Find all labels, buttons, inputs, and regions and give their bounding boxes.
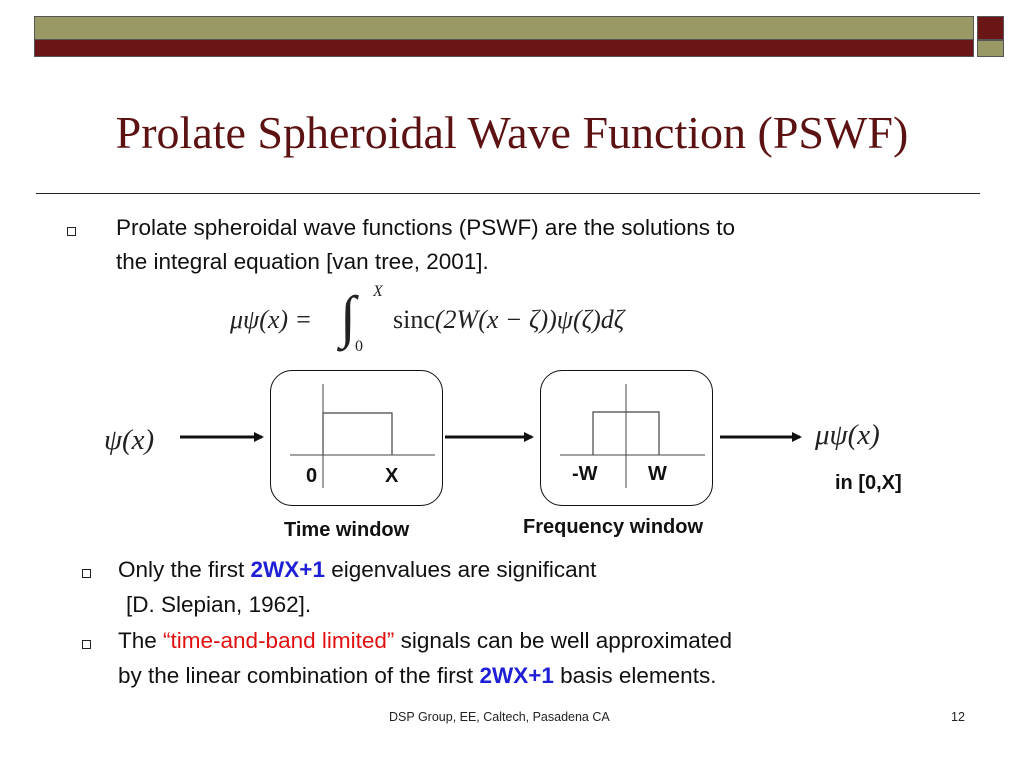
bullet-2-post: eigenvalues are significant bbox=[324, 557, 597, 582]
equation-rhs-args: (2W(x − ζ))ψ(ζ)dζ bbox=[434, 305, 625, 334]
bullet-3-line2-pre: by the linear combination of the first bbox=[118, 663, 480, 688]
time-rect-pulse bbox=[323, 413, 392, 455]
freq-tick-w: W bbox=[648, 463, 667, 485]
input-signal-label: ψ(x) bbox=[104, 424, 155, 456]
output-signal-label: μψ(x) bbox=[815, 419, 880, 451]
range-note: in [0,X] bbox=[835, 472, 902, 494]
integral-sign: ∫ bbox=[340, 284, 356, 349]
slide-title: Prolate Spheroidal Wave Function (PSWF) bbox=[115, 107, 909, 158]
time-window-caption: Time window bbox=[284, 519, 410, 541]
equation-lhs: μψ(x) = bbox=[230, 305, 313, 334]
bullet-3-line2-post: basis elements. bbox=[553, 663, 717, 688]
bullet-2-line-1 bbox=[118, 554, 596, 586]
bullet-3-post: signals can be well approximated bbox=[394, 628, 733, 653]
bullet-marker-3 bbox=[82, 640, 91, 649]
sinc-text: sinc bbox=[393, 305, 435, 334]
frequency-window-plot bbox=[540, 370, 713, 506]
integral-upper-limit: X bbox=[373, 283, 383, 300]
time-tick-x: X bbox=[385, 465, 399, 487]
bullet-3-pre: The bbox=[118, 628, 164, 653]
integral-lower-limit: 0 bbox=[355, 338, 363, 355]
bullet-2-line-2: [D. Slepian, 1962]. bbox=[126, 592, 312, 617]
frequency-window-caption: Frequency window bbox=[523, 516, 704, 538]
bullet-marker-2 bbox=[82, 569, 91, 578]
bullet-3-line2-highlight: 2WX+1 bbox=[479, 663, 554, 688]
footer-text: DSP Group, EE, Caltech, Pasadena CA bbox=[389, 710, 610, 724]
bullet-3-highlight: “time-and-band limited” bbox=[163, 628, 395, 653]
bullet-3-line-2 bbox=[118, 660, 716, 692]
bullet-1-line-2: the integral equation [van tree, 2001]. bbox=[116, 249, 489, 274]
bullet-2-pre: Only the first bbox=[118, 557, 251, 582]
bullet-3-line-1 bbox=[118, 625, 732, 657]
time-tick-0: 0 bbox=[306, 465, 318, 487]
bullet-1-line-1: Prolate spheroidal wave functions (PSWF) are the solutions to bbox=[116, 215, 736, 240]
freq-tick-neg-w: -W bbox=[572, 463, 598, 485]
page-number: 12 bbox=[951, 710, 965, 724]
time-window-plot bbox=[270, 370, 443, 506]
bullet-2-highlight: 2WX+1 bbox=[250, 557, 325, 582]
